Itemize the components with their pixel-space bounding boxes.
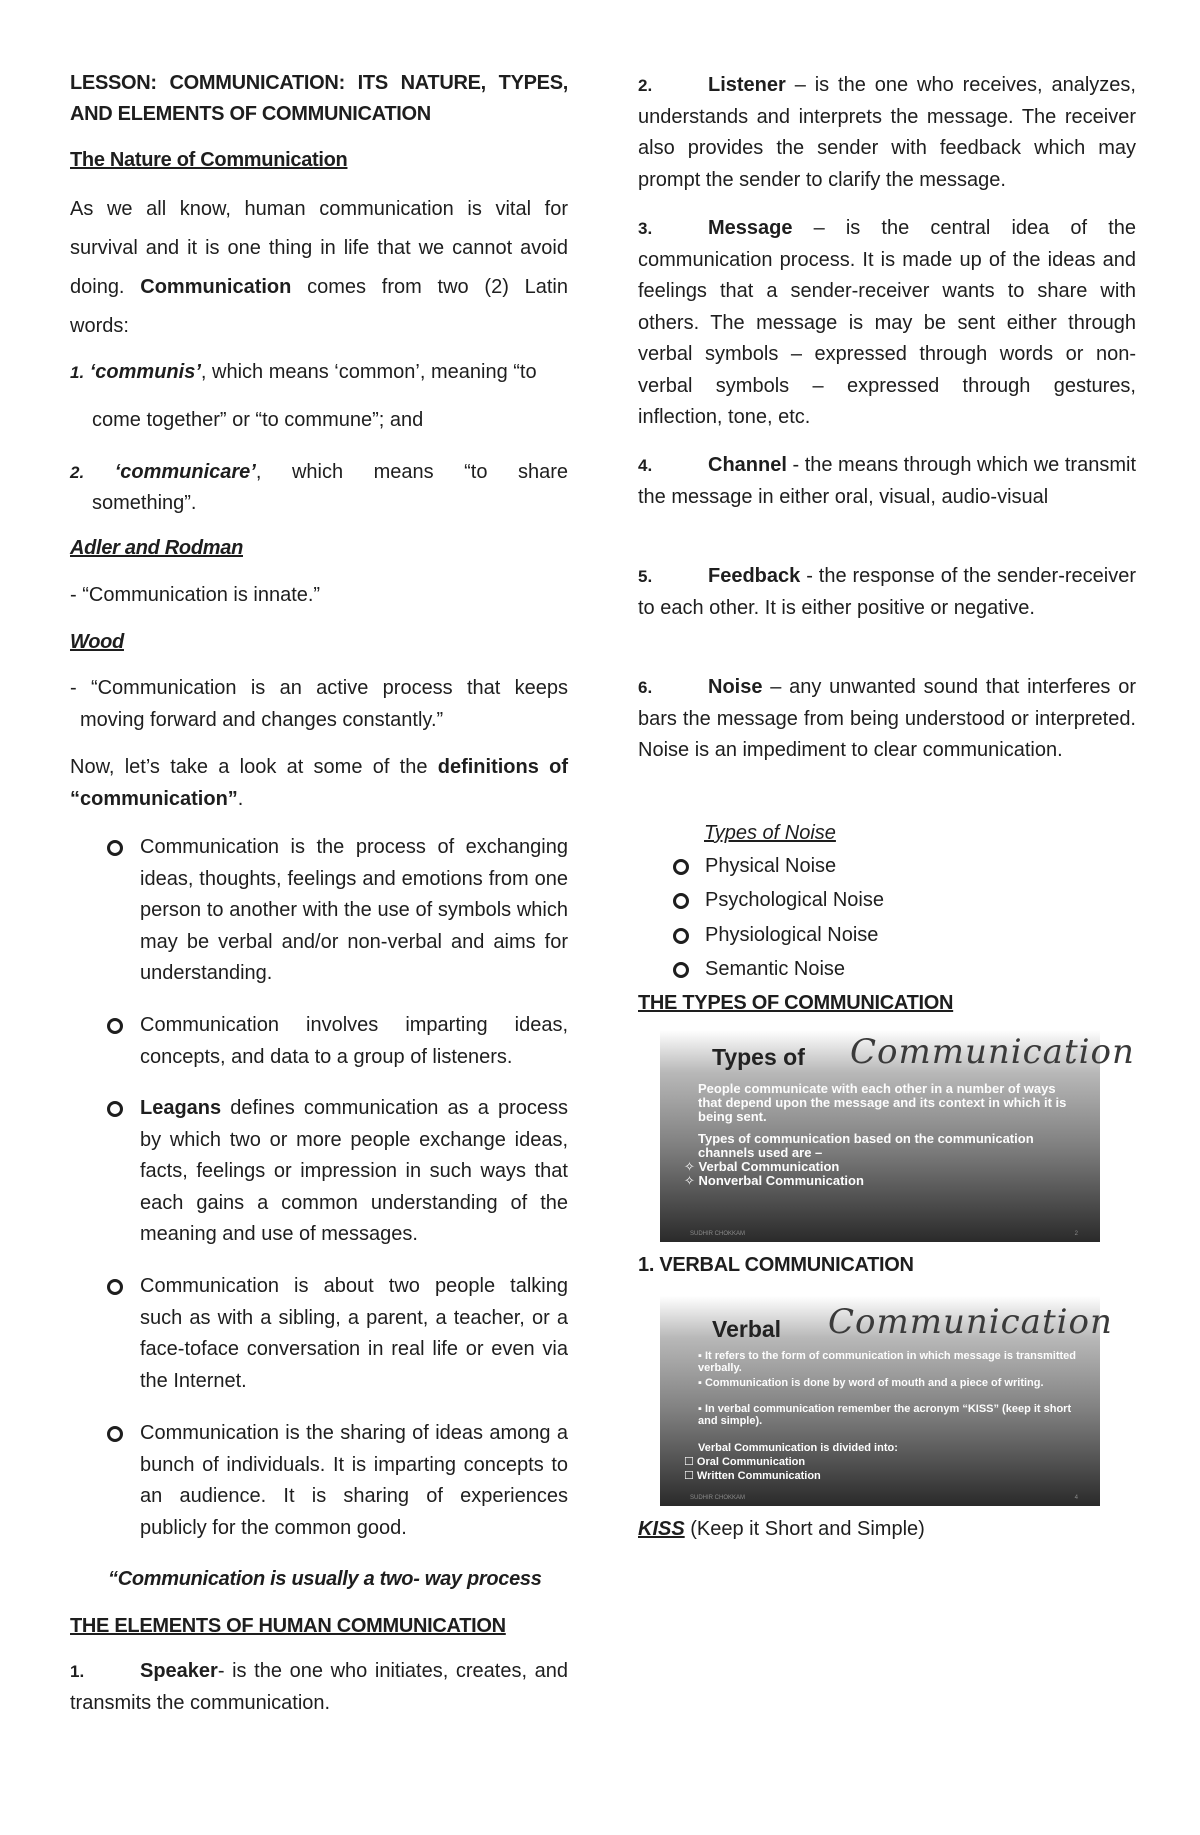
- circle-bullet-icon: [107, 1101, 123, 1117]
- definition-item: [140, 1271, 568, 1397]
- latin-number: 1.: [70, 363, 85, 382]
- element-number: 6.: [638, 678, 653, 697]
- element-term: Listener: [708, 74, 786, 96]
- slide-page-number: 4: [1074, 1495, 1078, 1501]
- slide-footer: SUDHIR CHOKKAM: [690, 1231, 746, 1237]
- definitions-intro-post: .: [237, 787, 244, 810]
- slide-page-number: 2: [1074, 1231, 1078, 1237]
- latin-item-2: [70, 457, 568, 489]
- slide-bullet: [698, 1350, 1083, 1374]
- latin-text-line1: , which means ‘common’, meaning “to: [200, 361, 537, 383]
- definitions-intro-bold: definitions of “communication”: [70, 756, 568, 810]
- slide-bullet: [684, 1174, 1069, 1188]
- nature-intro-post: comes from two (2) Latin words:: [70, 276, 568, 337]
- circle-bullet-icon: [673, 859, 689, 875]
- elements-heading: THE ELEMENTS OF HUMAN COMMUNICATION: [70, 1615, 506, 1637]
- element-item-noise: [638, 672, 1136, 767]
- definitions-intro-pre: Now, let’s take a look at some of the: [70, 756, 438, 778]
- definition-item: [140, 832, 568, 990]
- noise-type-item: [705, 883, 884, 917]
- noise-type-label: Physical Noise: [705, 855, 837, 877]
- definition-text: defines communication as a process by which two or more people exchange ideas, facts, feelings or impression in such ways that each gains a common understanding of the meaning and use of messages.: [140, 1097, 568, 1245]
- nature-heading: The Nature of Communication: [70, 149, 348, 171]
- slide-divided: Verbal Communication is divided into:: [698, 1442, 898, 1454]
- square-bullet-icon: ▪: [698, 1377, 705, 1389]
- lesson-title-line2: AND ELEMENTS OF COMMUNICATION: [70, 103, 431, 125]
- kiss-text: (Keep it Short and Simple): [684, 1518, 925, 1540]
- nature-intro-bold: Communication: [140, 276, 292, 298]
- diamond-bullet-icon: ✧: [684, 1173, 699, 1188]
- slide-bullet-text: Communication is done by word of mouth and a piece of writing.: [704, 1377, 1044, 1389]
- verbal-communication-slide: [660, 1296, 1113, 1506]
- circle-bullet-icon: [673, 928, 689, 944]
- element-term: Noise: [708, 676, 763, 698]
- element-number: 1.: [70, 1662, 85, 1681]
- noise-types-heading: Types of Noise: [704, 822, 836, 844]
- circle-bullet-icon: [107, 1426, 123, 1442]
- nature-intro: [70, 190, 568, 346]
- noise-type-label: Psychological Noise: [705, 889, 884, 911]
- element-term: Channel: [708, 454, 787, 476]
- nature-intro-pre: As we all know, human communication is vital for survival and it is one thing in life that we cannot avoid doing.: [70, 198, 568, 298]
- element-term: Speaker: [140, 1660, 218, 1682]
- element-text: – is the central idea of the communication process. It is made up of the ideas and feelings that a sender-receiver wants to share with others. The message is may be sent either through verbal symbols – expressed through words or non-verbal symbols – expressed through gestures, inflection, tone, etc.: [638, 217, 1136, 428]
- checkbox-icon: ☐: [684, 1470, 697, 1482]
- quote-text-wood: - “Communication is an active process that keeps moving forward and changes constantly.”: [70, 677, 568, 731]
- slide-paragraph: People communicate with each other in a number of ways that depend upon the message and its context in which it is being sent.: [698, 1081, 1067, 1124]
- definition-text: Communication is about two people talking such as with a sibling, a parent, a teacher, or a face-toface conversation in real life or even via the Internet.: [140, 1275, 568, 1392]
- slide-check-item: [684, 1456, 1069, 1468]
- element-item-listener: [638, 70, 1136, 196]
- element-term: Feedback: [708, 565, 801, 587]
- latin-text-line1: , which means “to share: [255, 461, 568, 483]
- definition-item: [140, 1010, 568, 1073]
- two-way-note: “Communication is usually a two- way process: [108, 1568, 542, 1590]
- slide-bullet: [684, 1160, 1069, 1174]
- square-bullet-icon: ▪: [698, 1350, 705, 1362]
- slide-subtext: Types of communication based on the communication channels used are –: [698, 1131, 1034, 1160]
- element-text: – is the one who receives, analyzes, understands and interprets the message. The receiver also provides the sender with feedback which may prompt the sender to clarify the message.: [638, 74, 1136, 191]
- verbal-heading: 1. VERBAL COMMUNICATION: [638, 1254, 914, 1276]
- circle-bullet-icon: [107, 1279, 123, 1295]
- element-item-channel: [638, 450, 1136, 513]
- slide-check-item: [684, 1470, 1069, 1482]
- kiss-term: KISS: [638, 1518, 685, 1540]
- quote-author-wood: Wood: [70, 631, 124, 653]
- circle-bullet-icon: [673, 962, 689, 978]
- slide-footer: SUDHIR CHOKKAM: [690, 1495, 746, 1501]
- noise-type-label: Physiological Noise: [705, 924, 879, 946]
- noise-type-item: [705, 918, 878, 952]
- element-number: 3.: [638, 219, 653, 238]
- element-item-message: [638, 213, 1136, 434]
- definition-item: [140, 1093, 568, 1251]
- element-item-feedback: [638, 561, 1136, 624]
- kiss-note: [638, 1514, 925, 1546]
- slide-script-title: Communication: [828, 1302, 1113, 1342]
- definition-text: Communication is the sharing of ideas among a bunch of individuals. It is imparting concepts to an audience. It is sharing of experiences publicly for the common good.: [140, 1422, 568, 1539]
- slide-bullet-text: Verbal Communication: [698, 1159, 840, 1174]
- square-bullet-icon: ▪: [698, 1403, 705, 1415]
- latin-number: 2.: [70, 463, 85, 482]
- latin-term: ‘communis’: [89, 361, 201, 383]
- circle-bullet-icon: [107, 1018, 123, 1034]
- definition-text: Communication involves imparting ideas, concepts, and data to a group of listeners.: [140, 1014, 568, 1068]
- types-of-communication-slide: [660, 1030, 1135, 1242]
- noise-type-label: Semantic Noise: [705, 958, 846, 980]
- slide-check-text: Written Communication: [696, 1470, 821, 1482]
- element-term: Message: [708, 217, 793, 239]
- slide-title: Types of: [712, 1044, 805, 1070]
- slide-bullet-text: Nonverbal Communication: [698, 1173, 864, 1188]
- element-number: 4.: [638, 456, 653, 475]
- element-text: – any unwanted sound that interferes or bars the message from being understood or interpreted. Noise is an impediment to clear communication.: [638, 676, 1136, 761]
- latin-item-2-cont: something”.: [92, 492, 197, 514]
- circle-bullet-icon: [107, 840, 123, 856]
- slide-check-text: Oral Communication: [696, 1456, 806, 1468]
- definition-bold: Leagans: [140, 1097, 222, 1119]
- quote-text-adler: - “Communication is innate.”: [70, 584, 321, 606]
- quote-author-adler: Adler and Rodman: [70, 537, 243, 559]
- slide-title: Verbal: [712, 1316, 782, 1342]
- slide-bullet-text: In verbal communication remember the acronym “KISS” (keep it short and simple).: [698, 1403, 1072, 1427]
- lesson-title-line1: LESSON: COMMUNICATION: ITS NATURE, TYPES,: [70, 72, 568, 94]
- element-number: 5.: [638, 567, 653, 586]
- types-heading: THE TYPES OF COMMUNICATION: [638, 992, 954, 1014]
- circle-bullet-icon: [673, 893, 689, 909]
- latin-item-1-cont: come together” or “to commune”; and: [92, 409, 424, 431]
- diamond-bullet-icon: ✧: [684, 1159, 699, 1174]
- latin-item-1: [70, 357, 568, 389]
- noise-type-item: [705, 952, 845, 986]
- slide-bullet: [698, 1403, 1083, 1427]
- slide-bullet: [698, 1377, 1083, 1389]
- definition-text: Communication is the process of exchanging ideas, thoughts, feelings and emotions from one person to another with the use of symbols which may be verbal and/or non-verbal and aims for understanding.: [140, 836, 568, 984]
- slide-bullet-text: It refers to the form of communication in which message is transmitted verbally.: [698, 1350, 1076, 1374]
- definitions-intro: [70, 752, 568, 815]
- element-text: - the means through which we transmit the message in either oral, visual, audio-visual: [638, 454, 1136, 508]
- slide-script-title: Communication: [850, 1032, 1135, 1072]
- checkbox-icon: ☐: [684, 1456, 697, 1468]
- element-text: - is the one who initiates, creates, and transmits the communication.: [70, 1660, 568, 1714]
- element-item-speaker: [70, 1656, 568, 1719]
- definition-item: [140, 1418, 568, 1544]
- element-text: - the response of the sender-receiver to each other. It is either positive or negative.: [638, 565, 1136, 619]
- element-number: 2.: [638, 76, 653, 95]
- latin-term: ‘communicare’: [114, 461, 256, 483]
- noise-type-item: [705, 849, 836, 883]
